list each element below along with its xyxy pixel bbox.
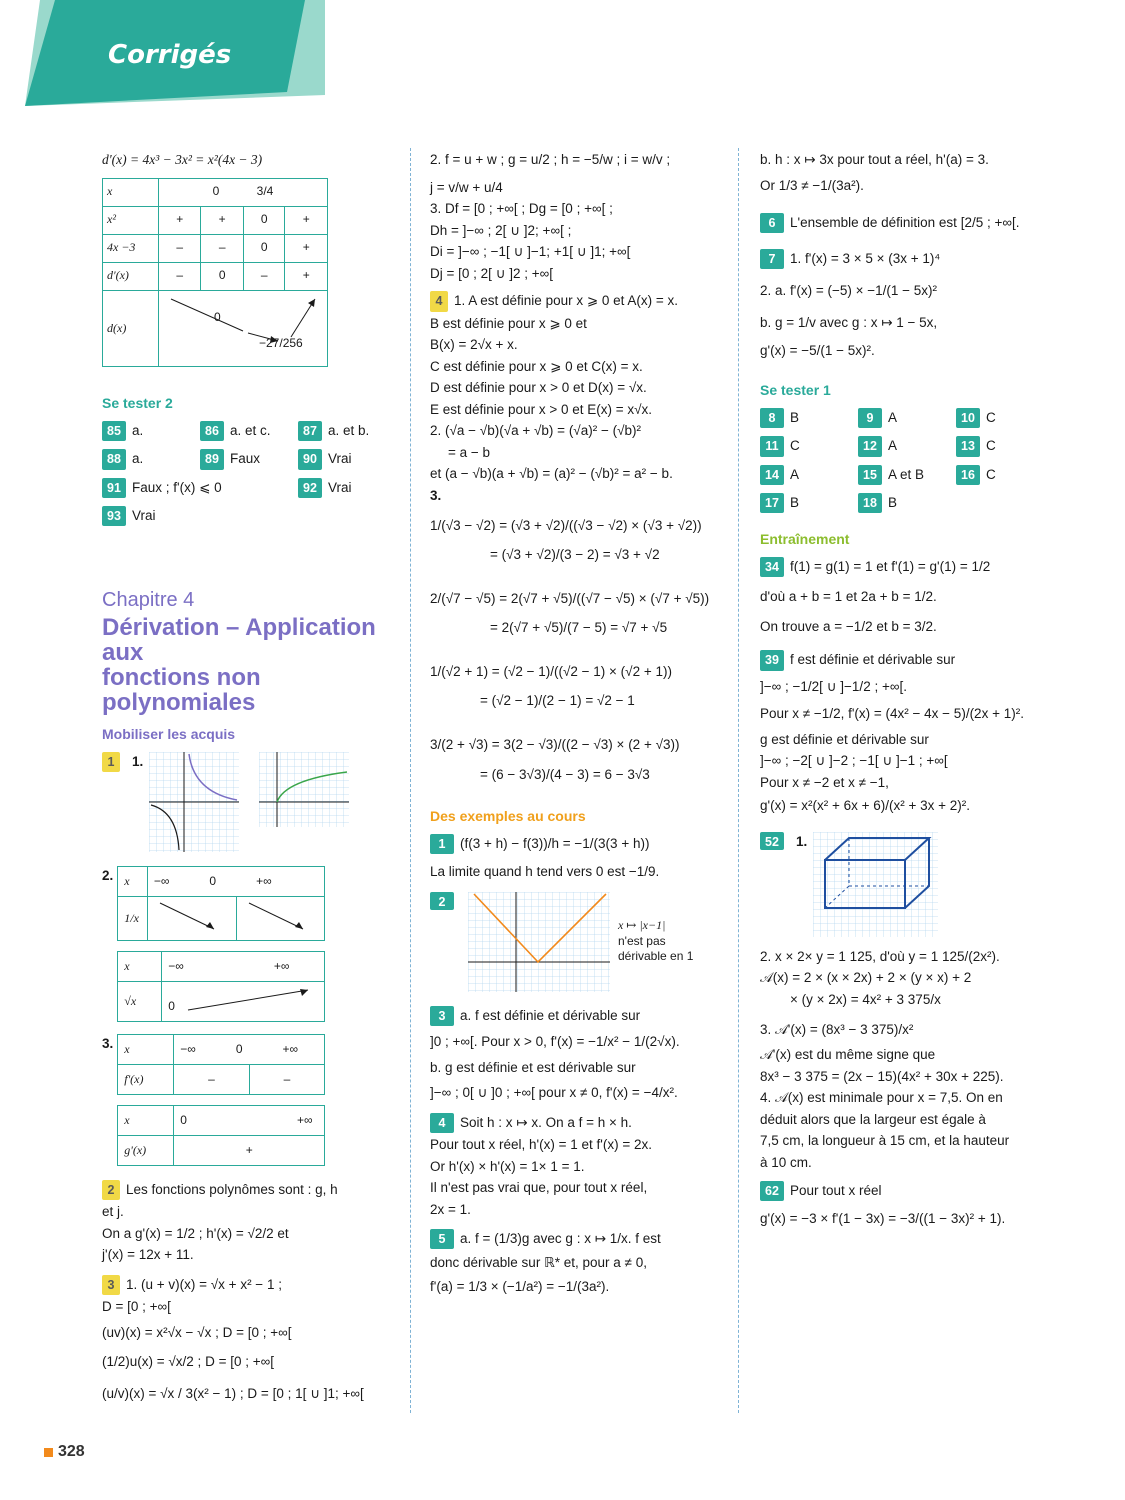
answer-item (298, 421, 396, 441)
text-line: × (y × 2x) = 4x² + 3 375/x (790, 992, 941, 1008)
exercise-badge: 90 (298, 449, 322, 469)
part-label: 1. (132, 753, 144, 769)
graph-inverse-icon (149, 752, 239, 852)
table-cell: x² (103, 206, 159, 234)
table-cell: 0 (235, 1041, 243, 1056)
exercise-7 (760, 249, 1060, 360)
text-line: Or 1/3 ≠ −1/(3a²). (760, 177, 864, 193)
entrainement-title: Entraînement (760, 530, 850, 547)
table-cell: x (118, 1106, 174, 1136)
text-line: D est définie pour x > 0 et D(x) = √x. (430, 380, 647, 396)
text-line: 3. Df = [0 ; +∞[ ; Dg = [0 ; +∞[ ; (430, 201, 613, 217)
table-cell: +∞ (256, 873, 272, 888)
table-cell: + (174, 1136, 325, 1166)
variation-table-sqrt (117, 951, 325, 1022)
exercise-badge: 15 (858, 465, 882, 485)
caption-line: x ↦ |x−1| (618, 918, 666, 933)
answer-item (102, 421, 200, 441)
text: 1. A est définie pour x ⩾ 0 et A(x) = x. (454, 293, 679, 309)
exercise-badge: 62 (760, 1181, 784, 1201)
answer-item (102, 506, 200, 526)
exemple-2 (430, 892, 730, 992)
text-line: Il n'est pas vrai que, pour tout x réel, (430, 1180, 648, 1196)
text-line (760, 557, 1060, 577)
text-line: b. g est définie et est dérivable sur (430, 1059, 636, 1075)
text-line: 3. 𝒜'(x) = (8x³ − 3 375)/x² (760, 1021, 914, 1037)
column-1 (102, 148, 392, 1405)
answer-text: Faux ; f'(x) ⩽ 0 (132, 479, 222, 495)
calc-line: 2/(√7 − √5) = 2(√7 + √5)/((√7 − √5) × (√7 + √5)) (430, 590, 710, 606)
text: f(1) = g(1) = 1 et f'(1) = g'(1) = 1/2 (790, 559, 991, 575)
text-line: D = [0 ; +∞[ (102, 1299, 171, 1315)
text-line: 3. (430, 488, 442, 503)
table-cell: 4x −3 (103, 234, 159, 262)
table-cell: +∞ (282, 1041, 299, 1056)
answer-item (858, 436, 956, 456)
table-cell: + (285, 234, 328, 262)
dprime-line: d'(x) = 4x³ − 3x² = x²(4x − 3) (102, 152, 263, 167)
exercise-3 (102, 1275, 392, 1403)
answer-text: a. (132, 451, 144, 467)
answer-item (102, 478, 298, 498)
tables-group (117, 1034, 325, 1166)
text-line: g'(x) = x²(x² + 6x + 6)/(x² + 3x + 2)². (760, 798, 971, 814)
answer-text: C (986, 438, 996, 454)
se-tester-1-answers (760, 408, 1060, 513)
text: a. f est définie et dérivable sur (460, 1008, 641, 1024)
exercise-badge: 91 (102, 478, 126, 498)
answer-text: Faux (230, 451, 261, 467)
text: 1. f'(x) = 3 × 5 × (3x + 1)⁴ (790, 251, 941, 267)
text-line (102, 1275, 392, 1295)
table-cell: −∞ (153, 873, 170, 888)
text-line (102, 1180, 392, 1200)
exercise-1-2 (102, 866, 392, 1022)
text-line: 𝒜'(x) est du même signe que (760, 1047, 936, 1063)
text: f est définie et dérivable sur (790, 652, 956, 668)
exercise-39 (760, 650, 1060, 816)
text-line: 2. a. f'(x) = (−5) × −1/(1 − 5x)² (760, 283, 938, 299)
text-line (430, 291, 730, 311)
exemple-5 (430, 1229, 730, 1296)
box-figure-icon (813, 832, 938, 937)
text-line: b. h : x ↦ 3x pour tout a réel, h'(a) = 3. (760, 152, 989, 167)
arrow-down-icon (147, 896, 236, 940)
text-line: j = v/w + u/4 (430, 179, 503, 195)
exercise-badge: 7 (760, 249, 784, 269)
answer-item (760, 493, 858, 513)
table-cell: −27/256 (259, 335, 303, 350)
exercise-badge: 17 (760, 493, 784, 513)
exercise-badge: 8 (760, 408, 784, 428)
arrow-up-icon (162, 981, 325, 1021)
table-cell: x (118, 1035, 174, 1065)
table-cell: d'(x) (103, 262, 159, 290)
exercise-badge: 3 (102, 1275, 120, 1295)
table-cell: +∞ (296, 1112, 313, 1127)
answer-item (956, 465, 1054, 485)
calc-line: 1/(√3 − √2) = (√3 + √2)/((√3 − √2) × (√3 + √2)) (430, 517, 702, 533)
text-line (430, 834, 730, 854)
table-cell (147, 866, 324, 896)
exercise-badge: 1 (430, 834, 454, 854)
text-line (760, 249, 1060, 269)
table-cell: −∞ (168, 958, 184, 973)
column-separator (738, 148, 739, 1413)
table-cell: + (285, 206, 328, 234)
answer-text: Vrai (328, 479, 352, 495)
exercise-badge: 52 (760, 832, 784, 850)
table-cell (174, 1106, 325, 1136)
answer-text: A (888, 438, 898, 454)
exercise-badge: 92 (298, 478, 322, 498)
table-cell: 0 (243, 234, 285, 262)
text-line: ]−∞ ; −2[ ∪ ]−2 ; −1[ ∪ ]−1 ; +∞[ (760, 753, 948, 769)
text-line: 2. f = u + w ; g = u/2 ; h = −5/w ; i = w/v ; (430, 152, 671, 167)
exercise-badge: 3 (430, 1006, 454, 1026)
table-cell: – (201, 234, 243, 262)
text-line: 2. x × 2× y = 1 125, d'où y = 1 125/(2x²). (760, 948, 1000, 964)
answer-item (298, 478, 396, 498)
text-line (430, 1006, 730, 1026)
page-marker-icon (44, 1448, 53, 1457)
text-line: déduit alors que la largeur est égale à (760, 1111, 986, 1127)
calc-line: = 2(√7 + √5)/(7 − 5) = √7 + √5 (490, 620, 668, 636)
table-cell (174, 1035, 325, 1065)
exemple-4 (430, 1113, 730, 1219)
table-cell: 0 (209, 873, 217, 888)
answer-item (200, 421, 298, 441)
text-line: j'(x) = 12x + 11. (102, 1247, 194, 1263)
text: (f(3 + h) − f(3))/h = −1/(3(3 + h)) (460, 836, 650, 852)
answer-text: A (790, 466, 800, 482)
answer-text: C (790, 438, 800, 454)
chapter-title-line-2: fonctions non polynomiales (102, 664, 261, 717)
table-cell (159, 178, 328, 206)
table-cell (162, 951, 325, 981)
text-line: ]−∞ ; 0[ ∪ ]0 ; +∞[ pour x ≠ 0, f'(x) = −4/x². (430, 1085, 678, 1101)
rationalisation-calculations (430, 516, 730, 785)
answer-text: a. et c. (230, 423, 271, 439)
answer-item (298, 449, 396, 469)
table-cell: + (201, 206, 243, 234)
text-line: Pour x ≠ −2 et x ≠ −1, (760, 774, 889, 790)
exercise-badge: 2 (430, 892, 454, 910)
answer-item (200, 449, 298, 469)
answer-text: C (986, 410, 996, 426)
exercise-badge: 34 (760, 557, 784, 577)
text: L'ensemble de définition est [2/5 ; +∞[. (790, 215, 1020, 231)
exercise-badge: 6 (760, 213, 784, 233)
table-cell: – (243, 262, 285, 290)
graph-abs-icon (468, 892, 610, 992)
table-cell: g'(x) (118, 1136, 174, 1166)
column-2 (430, 148, 730, 1298)
exercise-badge: 5 (430, 1229, 454, 1249)
text-line: g'(x) = −5/(1 − 5x)². (760, 342, 875, 358)
exercise-badge: 16 (956, 465, 980, 485)
table-cell: 0 (243, 206, 285, 234)
text: 1. (u + v)(x) = √x + x² − 1 ; (126, 1277, 282, 1292)
text-line: 2x = 1. (430, 1201, 471, 1217)
exercise-badge: 14 (760, 465, 784, 485)
exercise-6 (760, 213, 1060, 233)
exercise-52-answers (760, 947, 1060, 1173)
page-number: 328 (58, 1443, 85, 1460)
exercise-badge: 2 (102, 1180, 120, 1200)
variation-table-d (102, 178, 328, 367)
text-line: f'(a) = 1/3 × (−1/a²) = −1/(3a²). (430, 1278, 610, 1294)
table-cell: x (103, 178, 159, 206)
text-line: B est définie pour x ⩾ 0 et (430, 315, 587, 331)
variation-table-inverse (117, 866, 325, 941)
text-line: g'(x) = −3 × f'(1 − 3x) = −3/((1 − 3x)² + 1). (760, 1210, 1006, 1226)
exercise-badge: 89 (200, 449, 224, 469)
answer-item (760, 465, 858, 485)
text-line: 7,5 cm, la longueur à 15 cm, et la hauteur (760, 1133, 1010, 1149)
answer-item (858, 408, 956, 428)
text-line (430, 1229, 730, 1249)
answer-text: A et B (888, 466, 925, 482)
table-cell: 0 (168, 998, 175, 1013)
caption-line: dérivable en 1 (618, 949, 694, 964)
se-tester-1-title: Se tester 1 (760, 382, 831, 399)
text: Les fonctions polynômes sont : g, h (126, 1182, 338, 1198)
calc-line: 3/(2 + √3) = 3(2 − √3)/((2 − √3) × (2 + √3)) (430, 736, 680, 752)
variation-arrows (159, 290, 328, 366)
se-tester-2-answers (102, 421, 392, 526)
table-cell: x (118, 866, 148, 896)
text-line: 2. (√a − √b)(√a + √b) = (√a)² − (√b)² (430, 423, 642, 439)
chapter-label: Chapitre 4 (102, 588, 195, 611)
table-cell: −∞ (180, 1041, 196, 1056)
answer-text: Vrai (328, 451, 352, 467)
text-line: C est définie pour x ⩾ 0 et C(x) = x. (430, 358, 643, 374)
table-cell: 0 (212, 184, 220, 199)
text-line: E est définie pour x > 0 et E(x) = x√x. (430, 401, 653, 417)
exercise-1-3 (102, 1034, 392, 1166)
calc-line: 1/(√2 + 1) = (√2 − 1)/((√2 − 1) × (√2 + 1)) (430, 663, 672, 679)
exercise-4 (430, 291, 730, 505)
graph-sqrt-icon (259, 752, 349, 827)
part-label: 3. (102, 1036, 114, 1052)
calc-line: = (√2 − 1)/(2 − 1) = √2 − 1 (480, 693, 635, 709)
text-line: 𝒜(x) = 2 × (x × 2x) + 2 × (y × x) + 2 (760, 970, 972, 986)
text: Soit h : x ↦ x. On a f = h × h. (460, 1114, 632, 1130)
answer-item (956, 408, 1054, 428)
text-line: et (a − √b)(a + √b) = (a)² − (√b)² = a² − b. (430, 466, 673, 482)
exercise-badge: 11 (760, 436, 784, 456)
text-line: Di = ]−∞ ; −1[ ∪ ]−1; +1[ ∪ ]1; +∞[ (430, 244, 631, 260)
exercise-badge: 4 (430, 291, 448, 311)
calc-line: = (6 − 3√3)/(4 − 3) = 6 − 3√3 (480, 766, 650, 782)
answer-text: Vrai (132, 507, 156, 523)
text-line: Pour x ≠ −1/2, f'(x) = (4x² − 4x − 5)/(2x + 1)². (760, 706, 1024, 722)
caption-line: n'est pas (618, 933, 666, 948)
exercise-1 (102, 752, 392, 852)
arrow-down-icon (236, 896, 325, 940)
exemple-3 (430, 1006, 730, 1103)
answer-item (858, 493, 956, 513)
text-line: (uv)(x) = x²√x − √x ; D = [0 ; +∞[ (102, 1324, 292, 1340)
text-line (760, 1181, 1060, 1201)
text-line: (u/v)(x) = √x / 3(x² − 1) ; D = [0 ; 1[ ∪ ]1; +∞[ (102, 1385, 364, 1401)
chapter-title-line-1: Dérivation – Application aux (102, 613, 376, 666)
answer-item (760, 436, 858, 456)
text-line: On a g'(x) = 1/2 ; h'(x) = √2/2 et (102, 1225, 289, 1241)
answer-text: B (790, 494, 800, 510)
tables-group (117, 866, 325, 1022)
text-line: = a − b (448, 444, 491, 460)
table-cell: 0 (180, 1112, 187, 1127)
exercise-badge: 13 (956, 436, 980, 456)
answer-item (858, 465, 956, 485)
answer-text: A (888, 410, 898, 426)
text-line: ]0 ; +∞[. Pour x > 0, f'(x) = −1/x² − 1/(2√x). (430, 1034, 680, 1050)
text-line: B(x) = 2√x + x. (430, 337, 518, 353)
exercise-badge: 86 (200, 421, 224, 441)
table-cell: 0 (214, 309, 221, 324)
table-cell: – (159, 234, 201, 262)
answer-text: a. et b. (328, 423, 370, 439)
text-line: 4. 𝒜(x) est minimale pour x = 7,5. On en (760, 1090, 1003, 1106)
text-line: On trouve a = −1/2 et b = 3/2. (760, 618, 937, 634)
column-3 (760, 148, 1060, 1230)
table-cell: – (159, 262, 201, 290)
table-cell: 0 (201, 262, 243, 290)
table-cell: + (159, 206, 201, 234)
table-cell: + (285, 262, 328, 290)
mobiliser-title: Mobiliser les acquis (102, 725, 236, 742)
part-label: 2. (102, 867, 114, 883)
calc-line: = (√3 + √2)/(3 − 2) = √3 + √2 (490, 547, 660, 563)
exercise-badge: 18 (858, 493, 882, 513)
text-line (760, 650, 1060, 670)
exercise-badge: 93 (102, 506, 126, 526)
exercise-badge: 1 (102, 752, 120, 772)
text-line: à 10 cm. (760, 1154, 812, 1170)
exercise-badge: 4 (430, 1113, 454, 1133)
sign-table-sqrt (117, 1105, 325, 1166)
page-title: Corrigés (108, 40, 232, 70)
table-cell: d(x) (103, 290, 159, 366)
exercise-52 (760, 832, 1060, 937)
text-line: ]−∞ ; −1/2[ ∪ ]−1/2 ; +∞[. (760, 678, 907, 694)
se-tester-2-title: Se tester 2 (102, 394, 173, 411)
table-cell: +∞ (273, 958, 290, 973)
text-line: La limite quand h tend vers 0 est −1/9. (430, 864, 660, 880)
table-cell: x (118, 951, 162, 981)
text-line: b. g = 1/v avec g : x ↦ 1 − 5x, (760, 314, 938, 330)
text: Pour tout x réel (790, 1182, 882, 1198)
answer-item (102, 449, 200, 469)
graph-caption (618, 918, 693, 992)
answer-item (760, 408, 858, 428)
exercise-62 (760, 1181, 1060, 1229)
table-cell: 1/x (118, 896, 148, 940)
text-line: et j. (102, 1204, 124, 1220)
text-line: Or h'(x) × h'(x) = 1× 1 = 1. (430, 1158, 585, 1174)
sign-table-inverse (117, 1034, 325, 1095)
text-line: Dh = ]−∞ ; 2[ ∪ ]2; +∞[ ; (430, 222, 572, 238)
answer-text: B (790, 410, 800, 426)
exercise-badge: 87 (298, 421, 322, 441)
table-cell: – (174, 1065, 250, 1095)
exercise-badge: 85 (102, 421, 126, 441)
table-cell: 3/4 (256, 184, 274, 199)
exemples-title: Des exemples au cours (430, 808, 586, 825)
exercise-badge: 88 (102, 449, 126, 469)
exercise-badge: 10 (956, 408, 980, 428)
text-line: Dj = [0 ; 2[ ∪ ]2 ; +∞[ (430, 265, 554, 281)
exercise-badge: 39 (760, 650, 784, 670)
text-line: (1/2)u(x) = √x/2 ; D = [0 ; +∞[ (102, 1354, 274, 1370)
exercise-34 (760, 557, 1060, 636)
part-label: 1. (796, 833, 808, 849)
text-line: donc dérivable sur ℝ* et, pour a ≠ 0, (430, 1255, 647, 1271)
column-separator (410, 148, 411, 1413)
table-cell: √x (118, 981, 162, 1021)
table-cell: – (249, 1065, 325, 1095)
text-line: g est définie et dérivable sur (760, 731, 929, 747)
answer-text: C (986, 466, 996, 482)
exercise-2 (102, 1180, 392, 1265)
answer-text: B (888, 494, 898, 510)
table-cell: f'(x) (118, 1065, 174, 1095)
answer-item (956, 436, 1054, 456)
text-line: d'où a + b = 1 et 2a + b = 1/2. (760, 589, 937, 605)
text-line: Pour tout x réel, h'(x) = 1 et f'(x) = 2x. (430, 1136, 652, 1152)
text-line (430, 1113, 730, 1133)
text: a. f = (1/3)g avec g : x ↦ 1/x. f est (460, 1231, 661, 1247)
exercise-badge: 9 (858, 408, 882, 428)
exercise-badge: 12 (858, 436, 882, 456)
answer-text: a. (132, 423, 144, 439)
text-line: 8x³ − 3 375 = (2x − 15)(4x² + 30x + 225). (760, 1068, 1004, 1084)
